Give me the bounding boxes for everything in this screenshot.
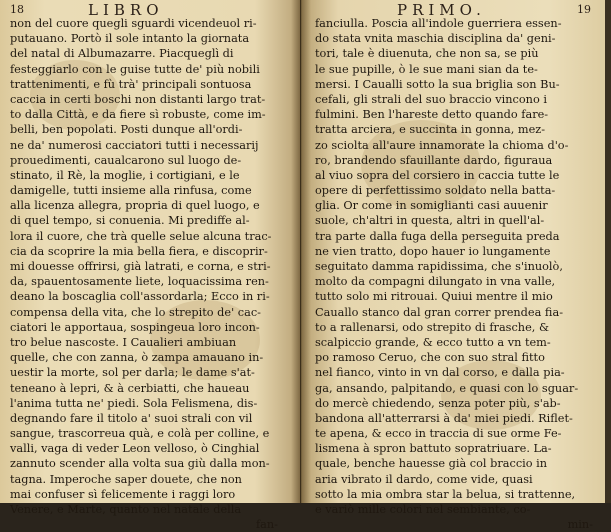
- text-line: te apena, & ecco in traccia di sue orme Fe-: [315, 427, 562, 441]
- text-line: ga, ansando, palpitando, e quasi con lo sguar-: [315, 381, 579, 395]
- text-line: lismena à spron battuto sopratriuare. La-: [315, 442, 552, 456]
- text-line: festeggiarlo con le guise tutte de' più nobili: [10, 62, 260, 76]
- text-line: damigelle, tutti insieme alla rinfusa, come: [10, 184, 252, 198]
- text-line: fanciulla. Poscia all'indole guerriera essen-: [315, 17, 562, 30]
- left-page: [0, 0, 300, 532]
- text-line: al viuo sopra del corsiero in caccia tutte le: [315, 168, 560, 182]
- text-line: teneano à lepri, & à cerbiatti, che haueau: [10, 381, 250, 395]
- right-page: [301, 0, 611, 532]
- book-gutter: [291, 0, 311, 503]
- text-line: stinato, il Rè, la moglie, i cortigiani, e le: [10, 168, 240, 182]
- text-line: mi douesse offrirsi, già latrati, e corna, e stri-: [10, 260, 271, 273]
- text-line: Cauallo stanco dal gran correr prendea fia-: [315, 305, 564, 319]
- text-line: putauano. Portò il sole intanto la giornata: [10, 32, 250, 46]
- text-line: quelle, che con zanna, ò zampa amauano in-: [10, 351, 264, 365]
- text-line: aria vibrato il dardo, come vide, quasi: [315, 472, 533, 486]
- right-page-text: [315, 16, 605, 532]
- text-line: to a rallenarsi, odo strepito di frasche, &: [315, 320, 550, 334]
- text-line: mersi. I Caualli sotto la sua briglia son Bu-: [315, 77, 560, 91]
- text-line: belli, ben popolati. Posti dunque all'ordi-: [10, 123, 243, 137]
- text-line: seguitato damma rapidissima, che s'inuolò,: [315, 260, 563, 273]
- left-page-text: [10, 16, 290, 532]
- text-line: sotto la mia ombra star la belua, si trattenne,: [315, 487, 576, 501]
- text-line: molto da compagni dilungato in vna valle,: [315, 275, 556, 289]
- text-line: ciatori le apportaua, sospingeua loro incon-: [10, 320, 260, 334]
- text-line: zannuto scender alla volta sua giù dalla mon-: [10, 457, 270, 471]
- running-head: LIBRO: [88, 1, 164, 19]
- text-line: l'anima tutta ne' piedi. Sola Felismena, dis-: [10, 396, 258, 410]
- text-line: valli, vaga di veder Leon velloso, ò Cinghial: [10, 442, 260, 456]
- text-line: tutto solo mi ritrouai. Quiui mentre il mio: [315, 290, 553, 304]
- text-line: zo sciolta all'aure innamorate la chioma d'o-: [315, 138, 569, 152]
- text-line: bandona all'atterrarsi à da' miei piedi. Riflet-: [315, 411, 573, 425]
- text-line: nel fianco, vinto in vn dal corso, e dalla pia-: [315, 366, 565, 380]
- text-line: ro, brandendo sfauillante dardo, figuraua: [315, 153, 553, 167]
- catchword: fan-: [255, 518, 278, 532]
- text-line: cefali, gli strali del suo braccio vincono i: [315, 92, 547, 106]
- text-line: tratta arciera, e succinta in gonna, mez-: [315, 123, 546, 137]
- text-line: tra parte dalla fuga della perseguita preda: [315, 229, 560, 243]
- text-line: di quel tempo, si conuenia. Mi prediffe al-: [10, 214, 250, 228]
- text-line: del natal di Albumazarre. Piacqueglì di: [10, 47, 234, 61]
- text-line: caccia in certi boschi non distanti largo trat-: [10, 92, 266, 106]
- text-line: trattenimenti, e fù trà' principali sontuosa: [10, 77, 252, 91]
- text-line: uestir la morte, sol per darla; le dame s'at-: [10, 366, 255, 380]
- text-line: mai confuser sì felicemente i raggi loro: [10, 487, 236, 501]
- text-line: compensa della vita, che lo strepito de' cac-: [10, 305, 261, 319]
- text-line: e variò mille colori nel sembiante, co-: [315, 503, 531, 516]
- page-number: 18: [10, 3, 24, 16]
- text-line: suole, ch'altri in questa, altri in quell'al-: [315, 214, 545, 228]
- text-line: do mercè chiedendo, senza poter più, s'ab-: [315, 396, 561, 410]
- page-number: 19: [577, 3, 591, 16]
- text-line: tagna. Imperoche saper douete, che non: [10, 472, 242, 486]
- text-line: alla licenza allegra, propria di quel luogo, e: [10, 199, 260, 213]
- text-line: glia. Or come in somiglianti casi auuenir: [315, 199, 548, 213]
- text-line: po ramoso Ceruo, che con suo stral fitto: [315, 351, 545, 365]
- text-line: quale, benche hauesse già col braccio in: [315, 457, 548, 471]
- page-edge-shadow: [605, 0, 611, 503]
- text-line: sangue, trascorreua quà, e colà per colline, e: [10, 427, 270, 441]
- text-line: non del cuore quegli sguardi vicendeuol ri-: [10, 17, 257, 30]
- text-line: opere di perfettissimo soldato nella batta-: [315, 184, 556, 198]
- text-line: ne da' numerosi cacciatori tutti i necessarij: [10, 138, 259, 152]
- text-line: da, spauentosamente liete, loquacissima ren-: [10, 275, 269, 289]
- running-head: PRIMO.: [397, 1, 486, 19]
- text-line: tori, tale è diuenuta, che non sa, se più: [315, 47, 539, 61]
- text-line: prouedimenti, caualcarono sul luogo de-: [10, 153, 242, 167]
- text-line: to dalla Città, e da fiere sì robuste, come im-: [10, 108, 266, 122]
- text-line: Venere, e Marte, quanto nel natale della: [10, 503, 242, 516]
- text-line: ne vien tratto, dopo hauer io lungamente: [315, 244, 551, 258]
- text-line: fulmini. Ben l'hareste detto quando fare-: [315, 108, 549, 122]
- text-line: le sue pupille, ò le sue mani sian da te-: [315, 62, 538, 76]
- text-line: do stata vnita maschia disciplina da' geni-: [315, 32, 556, 46]
- text-line: cia da scoprire la mia bella fiera, e discoprir-: [10, 244, 268, 258]
- text-line: lora il cuore, che trà quelle selue alcuna trac-: [10, 229, 272, 243]
- catchword: min-: [567, 518, 593, 532]
- text-line: tro belue nascoste. I Caualieri ambiuan: [10, 335, 237, 349]
- text-line: deano la boscaglia coll'assordarla; Ecco in ri-: [10, 290, 270, 304]
- text-line: degnando fare il titolo a' suoi strali con vil: [10, 411, 253, 425]
- text-line: scalpiccio grande, & ecco tutto a vn tem-: [315, 335, 551, 349]
